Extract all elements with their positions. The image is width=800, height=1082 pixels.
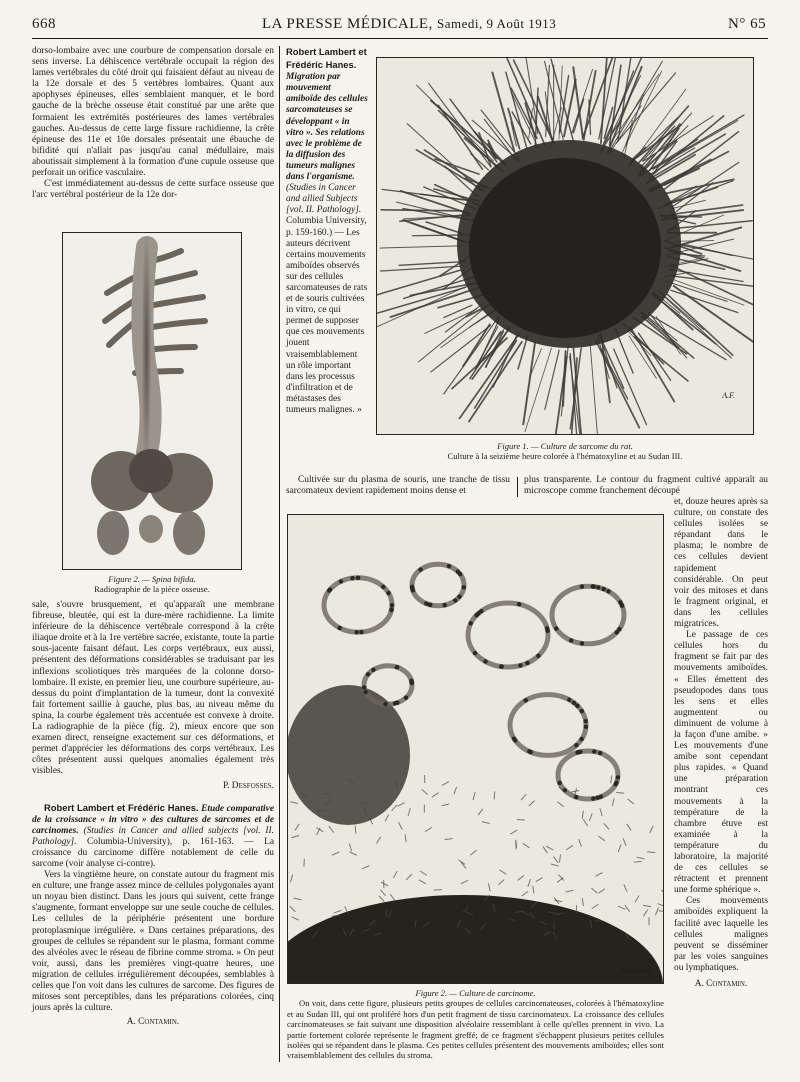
journal-header <box>262 16 556 33</box>
signature: P. Desfosses. <box>222 780 274 791</box>
review-source-rest: Columbia University, p. 159-160.) <box>286 216 367 238</box>
signature: A. Contamin. <box>126 1017 180 1028</box>
review-body: — Les auteurs décrivent certains mouvements amiboïdes observés sur des cellules sarcomateuses de rats et de souris cultivées in vitro, ce qui permet de supposer que ces mouvements jouent vraisemblablement un rôle important dans les processus d'infiltration et de métastases des tumeurs malignes. » <box>286 227 368 415</box>
review-source-rest: Columbia-University), p. 161-163. — La croissance du carcinome diffère notablement de celle du sarcome (voir analyse ci-contre). <box>32 836 275 869</box>
column-divider <box>279 46 280 1062</box>
figure-caption-subtitle: Culture à la seizième heure colorée à l'hématoxyline et au Sudan III. <box>447 451 683 462</box>
review-source: (Studies in Cancer and allied Subjects [vol. II. Pathology]. <box>286 183 362 216</box>
figure-caption <box>62 574 242 595</box>
issue-date: Samedi, 9 Août 1913 <box>437 16 557 31</box>
issue-number: N° 65 <box>728 16 767 32</box>
review-authors: Robert Lambert et Frédéric Hanes. <box>44 801 199 813</box>
review-heading <box>286 46 368 416</box>
figure-caption-title: Figure 2. — Culture de carcinome. <box>415 988 536 998</box>
paragraph: et, douze heures après sa culture, on constate des cellules isolées se répandant dans le plasma; le nombre de ces cellules devient rapidement considérable. On peut voir des mitoses et dans le fragment original, et dans les cellules migratrices. <box>674 497 768 630</box>
paragraph: Ces mouvements amiboïdes expliquent la facilité avec laquelle les cellules malignes peuvent se disséminer par les voies sanguines ou lymphatiques. <box>674 896 768 973</box>
figure-caption-title: Figure 2. — Spina bifida. <box>108 574 196 584</box>
carcinoma-culture-figure <box>287 514 664 984</box>
review-source: (Studies in Cancer and allied subjects [vol. II. Pathology]. <box>32 825 274 847</box>
review-authors: Robert Lambert et Frédéric Hanes. <box>286 46 367 71</box>
middle-column <box>286 46 368 416</box>
paragraph: dorso-lombaire avec une courbure de compensation dorsale en sens inverse. La déhiscence vertébrale occupait la région des lames vertébrales du côté droit qui faisaient défaut au niveau de la 12e dorsale et des 5 vertèbres lombaires. Quant aux apophyses épineuses, elles semblaient manquer, et le bord gauche de la brèche osseuse était constitué par une arête que formaient les extrémités postérieures des lames vertébrales gauches. Au-dessus de cette large fissure rachidienne, la crête épineuse des 11e et 10e dorsales présentait une ébauche de bifidité qui n'allait pas jusqu'au canal médullaire, mais aboutissait simplement à la formation d'une cupule osseuse que perforait un orifice vasculaire. <box>32 46 274 179</box>
figure-caption-body: On voit, dans cette figure, plusieurs petits groupes de cellules carcinomateuses, colorées à l'hématoxyline et au Sudan III, qui ont proliféré hors d'un petit fragment de tissu carcinomateux. La croissance des cellules carcinomateuses se fait suivant une disposition alvéolaire ressemblant à celle qu'elles prennent in vivo. La partie fortement colorée représente le fragment greffé; de ce fragment s'échappent plusieurs petites cellules isolées qui se répandent dans le plasma. Ces petites cellules présentent des mouvements amiboïdes; elles sont vraisemblablement des cellules du stroma. <box>287 998 664 1061</box>
left-column-top <box>32 46 274 201</box>
page-number: 668 <box>32 16 56 32</box>
review-title: Etude comparative de la croissance « in vitro » des cultures de sarcomes et de carcinomes. <box>32 803 274 836</box>
spina-bifida-radiograph <box>62 232 242 570</box>
spanning-text-left <box>286 475 510 497</box>
sarcoma-culture-figure <box>376 57 754 435</box>
figure-caption <box>287 988 664 1061</box>
paragraph: plus transparente. Le contour du fragment cultivé apparaît au microscope comme franchement découpé <box>524 475 768 497</box>
paragraph: C'est immédiatement au-dessus de cette surface osseuse que l'arc vertébral postérieur de la 12e dor- <box>32 179 274 201</box>
illustrator-signature: A.F. <box>722 391 735 400</box>
signature: A. Contamin. <box>694 979 748 990</box>
right-narrow-column <box>674 497 768 990</box>
review-heading <box>32 802 274 871</box>
figure-caption <box>376 441 754 462</box>
illustrator-signature: Afoinbero <box>619 965 653 975</box>
review-title: Migration par mouvement amiboïde des cellules sarcomateuses se développant « in vitro ». Ses relations avec le problème de la diffusion des tumeurs malignes dans l'organisme. <box>286 72 368 183</box>
paragraph: sale, s'ouvre brusquement, et qu'apparaît une membrane fibreuse, bleutée, qui est la dure-mère rachidienne. La limite inférieure de la déhiscence vertébrale correspond à la crête iliaque droite et à la 1re vertèbre sacrée, existante, toute la partie sous-jacente faisant défaut. Les corps vertébraux, eux aussi, présentent des déformations considérables se traduisant par les inflexions scoliotiques très marquées de la colonne dorso-lombaire. Il existe, en premier lieu, une courbure supérieure, au-dessus du point d'implantation de la tumeur, dont la convexité fait fortement saillie à gauche, plus bas, au niveau même du spina, la courbe également très accentuée est convexe à droite. La radiographie de la pièce (fig. 2), mieux encore que son examen direct, renseigne exactement sur ces déformations, et permet d'apprécier les déformations des corps vertébraux. Les côtes présentent aussi quelques anomalies également très visibles. <box>32 600 274 777</box>
figure-caption-subtitle: Radiographie de la pièce osseuse. <box>94 584 210 595</box>
header-rule <box>32 38 768 39</box>
paragraph: Vers la vingtième heure, on constate autour du fragment mis en culture, une frange assez mince de cellules polygonales ayant un noyau bien distinct. Dans les jours qui suivent, cette frange s'augmente, formant enveloppe sur une seule couche de cellules. Les cellules de la périphérie présentent une bordure protoplasmique irrégulière. « Dans certaines préparations, des groupes de cellules se répandent sur le plasma, formant comme des alvéoles avec le réseau de fibrine comme stroma. » On peut voir, aussi, dans les premières vingt-quatre heures, une migration de cellules irrégulièrement découpées, semblables à celles que l'on voit dans les cultures de sarcome. Des figures de mitoses sont perceptibles, dans les préparations colorées, cinq jours après la culture. <box>32 870 274 1014</box>
left-column-bottom <box>32 600 274 1028</box>
journal-name: LA PRESSE MÉDICALE, <box>262 16 433 32</box>
column-divider <box>517 477 518 497</box>
paragraph: Le passage de ces cellules hors du fragment se fait par des mouvements amiboïdes. « Elles émettent des pseudopodes dans tous les sens et elles augmentent ou diminuent de volume à la façon d'une amibe. » Les mouvements d'une amibe sont cependant plus rapides. « Quand une préparation montrant ces mouvements à la température de la chambre étuve est examinée à la température du laboratoire, la majorité de ces cellules se rétractent et prennent une forme sphérique ». <box>674 630 768 896</box>
paragraph: Cultivée sur du plasma de souris, une tranche de tissu sarcomateux devient rapidement moins dense et <box>286 475 510 497</box>
spanning-text-right <box>524 475 768 497</box>
figure-caption-title: Figure 1. — Culture de sarcome du rat. <box>497 441 633 451</box>
